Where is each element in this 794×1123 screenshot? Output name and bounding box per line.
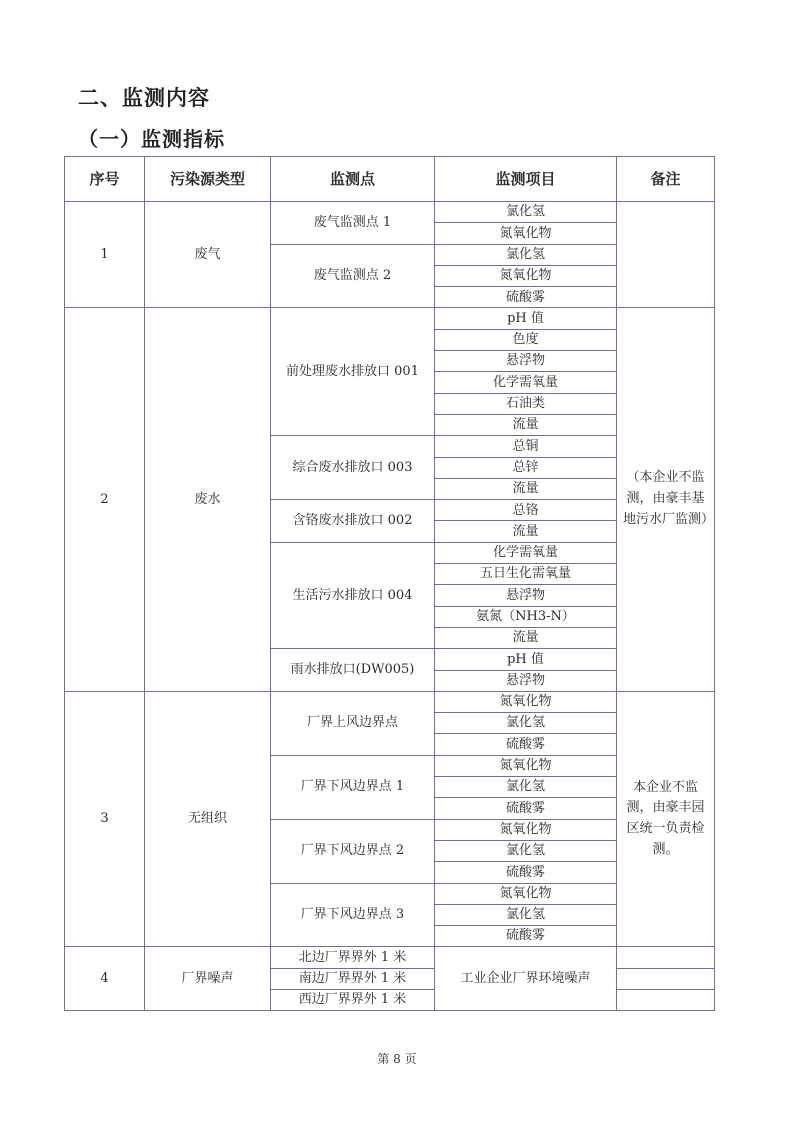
monitoring-item: 化学需氧量 bbox=[435, 372, 617, 393]
monitoring-item: 硫酸雾 bbox=[435, 287, 617, 308]
source-type: 废气 bbox=[145, 202, 271, 308]
monitoring-point: 综合废水排放口 003 bbox=[271, 436, 435, 500]
monitoring-point: 厂界下风边界点 3 bbox=[271, 883, 435, 947]
header-monitoring-item: 监测项目 bbox=[435, 157, 617, 202]
monitoring-point: 废气监测点 1 bbox=[271, 202, 435, 245]
monitoring-point: 厂界下风边界点 2 bbox=[271, 819, 435, 883]
monitoring-item: 流量 bbox=[435, 414, 617, 435]
section-title: 二、监测内容 bbox=[78, 86, 210, 110]
monitoring-point: 含铬废水排放口 002 bbox=[271, 500, 435, 543]
monitoring-point: 厂界上风边界点 bbox=[271, 691, 435, 755]
monitoring-item: 氯化氢 bbox=[435, 202, 617, 223]
row-number: 2 bbox=[65, 308, 145, 691]
monitoring-item: 总锌 bbox=[435, 457, 617, 478]
header-source-type: 污染源类型 bbox=[145, 157, 271, 202]
header-no: 序号 bbox=[65, 157, 145, 202]
monitoring-item: 五日生化需氧量 bbox=[435, 564, 617, 585]
header-monitoring-point: 监测点 bbox=[271, 157, 435, 202]
monitoring-item: pH 值 bbox=[435, 649, 617, 670]
monitoring-item: 氯化氢 bbox=[435, 713, 617, 734]
row-number: 4 bbox=[65, 947, 145, 1011]
monitoring-point: 雨水排放口(DW005) bbox=[271, 649, 435, 692]
monitoring-item: pH 值 bbox=[435, 308, 617, 329]
monitoring-point: 生活污水排放口 004 bbox=[271, 542, 435, 648]
remark bbox=[617, 202, 715, 308]
monitoring-item: 工业企业厂界环境噪声 bbox=[435, 947, 617, 1011]
remark bbox=[617, 947, 715, 968]
monitoring-item: 氯化氢 bbox=[435, 904, 617, 925]
monitoring-item: 流量 bbox=[435, 627, 617, 648]
monitoring-item: 氮氧化物 bbox=[435, 883, 617, 904]
table-row bbox=[65, 308, 715, 329]
monitoring-table bbox=[64, 156, 715, 1011]
monitoring-item: 总铬 bbox=[435, 500, 617, 521]
monitoring-item: 氮氧化物 bbox=[435, 819, 617, 840]
monitoring-point: 北边厂界界外 1 米 bbox=[271, 947, 435, 968]
monitoring-item: 氮氧化物 bbox=[435, 755, 617, 776]
row-number: 1 bbox=[65, 202, 145, 308]
row-number: 3 bbox=[65, 691, 145, 947]
monitoring-item: 化学需氧量 bbox=[435, 542, 617, 563]
monitoring-item: 悬浮物 bbox=[435, 670, 617, 691]
source-type: 无组织 bbox=[145, 691, 271, 947]
monitoring-item: 氨氮（NH3-N） bbox=[435, 606, 617, 627]
monitoring-point: 南边厂界界外 1 米 bbox=[271, 968, 435, 989]
source-type: 废水 bbox=[145, 308, 271, 691]
monitoring-point: 西边厂界界外 1 米 bbox=[271, 989, 435, 1010]
subsection-title: （一）监测指标 bbox=[78, 127, 225, 151]
monitoring-item: 硫酸雾 bbox=[435, 798, 617, 819]
monitoring-item: 氮氧化物 bbox=[435, 223, 617, 244]
monitoring-item: 石油类 bbox=[435, 393, 617, 414]
monitoring-point: 前处理废水排放口 001 bbox=[271, 308, 435, 436]
monitoring-item: 总铜 bbox=[435, 436, 617, 457]
page-number: 第 8 页 bbox=[377, 1052, 417, 1066]
remark bbox=[617, 989, 715, 1010]
remark: （本企业不监测，由豪丰基地污水厂监测） bbox=[617, 308, 715, 691]
monitoring-point: 厂界下风边界点 1 bbox=[271, 755, 435, 819]
monitoring-item: 硫酸雾 bbox=[435, 734, 617, 755]
table-row bbox=[65, 202, 715, 223]
monitoring-item: 氯化氢 bbox=[435, 777, 617, 798]
monitoring-item: 硫酸雾 bbox=[435, 926, 617, 947]
monitoring-item: 氯化氢 bbox=[435, 244, 617, 265]
table-body bbox=[65, 202, 715, 1011]
monitoring-item: 流量 bbox=[435, 521, 617, 542]
table-header-row bbox=[65, 157, 715, 202]
remark bbox=[617, 968, 715, 989]
monitoring-item: 氯化氢 bbox=[435, 840, 617, 861]
table-row bbox=[65, 691, 715, 712]
monitoring-item: 氮氧化物 bbox=[435, 265, 617, 286]
source-type: 厂界噪声 bbox=[145, 947, 271, 1011]
remark: 本企业不监测，由豪丰园区统一负责检测。 bbox=[617, 691, 715, 947]
monitoring-item: 色度 bbox=[435, 329, 617, 350]
monitoring-item: 氮氧化物 bbox=[435, 691, 617, 712]
monitoring-item: 硫酸雾 bbox=[435, 862, 617, 883]
header-remark: 备注 bbox=[617, 157, 715, 202]
monitoring-point: 废气监测点 2 bbox=[271, 244, 435, 308]
monitoring-item: 悬浮物 bbox=[435, 351, 617, 372]
monitoring-item: 流量 bbox=[435, 478, 617, 499]
table-row bbox=[65, 947, 715, 968]
monitoring-item: 悬浮物 bbox=[435, 585, 617, 606]
